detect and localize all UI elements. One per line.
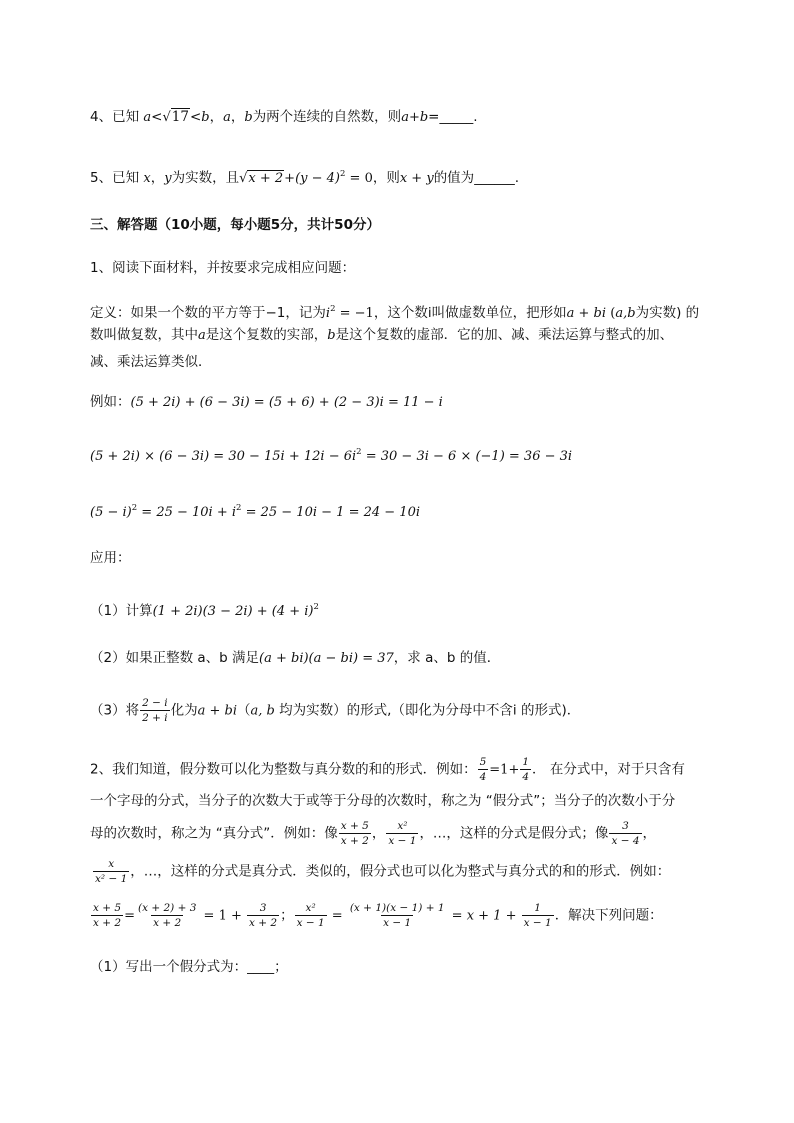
q4-radicand: 17	[171, 109, 189, 125]
example-1: 例如：(5 + 2i) + (6 − 3i) = (5 + 6) + (2 − 3)i = 11 − i	[90, 394, 443, 410]
q5-plus: +	[284, 171, 296, 186]
question-4	[90, 108, 478, 127]
fraction: $\frac{(x + 2) + 3}{x + 2}$	[137, 902, 197, 929]
q5-answer-blank[interactable]: ______	[474, 170, 515, 186]
q5-var-y: y	[164, 171, 172, 186]
q5-equals-zero: = 0	[345, 171, 373, 186]
q4-text-post: 为两个连续的自然数，则	[252, 109, 402, 125]
q4-var-a: a	[143, 110, 152, 125]
q5-radicand: x + 2	[248, 171, 284, 186]
q5-x-plus-y: x + y	[399, 171, 434, 186]
example-1-expr: (5 + 2i) + (6 − 3i) = (5 + 6) + (2 − 3)i = 11 − i	[130, 395, 443, 410]
example-3: $(5 - i)^2 = 25 - 10i + i^2 = 25 - 10i - 1 = 24 - 10i$	[90, 503, 420, 520]
q4-answer-blank[interactable]: _____	[439, 109, 474, 125]
problem-1-sub-3: （3）将 $\frac{2 - i}{2 + i}$ 化为a + bi（a, b 均为实数）的形式,（即化为分母中不含i 的形式)．	[90, 697, 581, 724]
q4-sqrt: √17	[162, 109, 189, 125]
problem-1-sub-2: （2）如果正整数 a、b 满足(a + bi)(a − bi) = 37，求 a、b 的值．	[90, 650, 501, 666]
problem-2-line-1: 2、我们知道，假分数可以化为整数与真分数的和的形式．例如： $\frac{5}{4}$ =1+ $\frac{1}{4}$ ． 在分式中，对于只含有	[90, 756, 685, 783]
q5-sqrt: √x + 2	[239, 171, 284, 186]
question-5	[90, 165, 519, 188]
q4-sum: a+b	[401, 110, 429, 125]
fraction: $\frac{1}{x - 1}$	[523, 902, 552, 929]
problem-1-intro: 1、阅读下面材料，并按要求完成相应问题：	[90, 260, 356, 276]
problem-2-sub-1: （1）写出一个假分式为：____；	[90, 959, 288, 975]
complex-form: a + bi	[566, 306, 606, 321]
problem-1-definition-line-3: 减、乘法运算类似．	[90, 354, 212, 370]
q5-text-then: ，则	[372, 170, 400, 186]
problem-1-definition-line-1: 定义：如果一个数的平方等于−1，记为$i^2 = -1$，这个数i叫做虚数单位，把形如a + bi (a,b为实数) 的	[90, 304, 700, 321]
q5-comma: ，	[150, 170, 165, 186]
q5-text-mid: 为实数，且	[171, 170, 240, 186]
q5-period: .	[514, 170, 519, 186]
q5-paren-expr: (y − 4)	[295, 171, 340, 186]
q4-less-than-2: <	[189, 109, 202, 125]
problem-1-sub-1: （1）计算$(1 + 2i)(3 - 2i) + (4 + i)^2$	[90, 602, 319, 619]
imaginary-unit: i	[325, 306, 331, 321]
fraction: $\frac{x + 5}{x + 2}$	[93, 902, 122, 929]
q4-sep: ，	[209, 109, 224, 125]
problem-2-line-4: $\frac{x}{\text{x² − 1}}$ ，…，这样的分式是真分式．类似的，假分式也可以化为整式与真分式的和的形式．例如：	[95, 858, 671, 885]
q4-less-than: <	[151, 109, 163, 125]
q5-text: 5、已知	[90, 170, 140, 186]
fraction: $\frac{3}{x + 2}$	[249, 902, 278, 929]
fraction: $\frac{1}{4}$	[522, 756, 530, 783]
fraction: $\frac{3}{x - 4}$	[611, 820, 640, 847]
q4-equals: =	[428, 109, 440, 125]
fraction: $\frac{2 - i}{2 + i}$	[142, 697, 168, 724]
q4-var-b2: b	[244, 110, 253, 125]
apply-label: 应用：	[90, 550, 131, 566]
problem-2-line-2: 一个字母的分式，当分子的次数大于或等于分母的次数时，称之为 “假分式”；当分子的次数小于分	[90, 793, 676, 809]
fraction: $\frac{5}{4}$	[479, 756, 487, 783]
q5-exponent: 2	[339, 169, 346, 179]
fraction: $\frac{x}{\text{x² − 1}}$	[95, 858, 128, 885]
example-2: $(5 + 2i) \times (6 - 3i) = 30 - 15i + 12i - 6i^2 = 30 - 3i - 6 \times (-1) = 36 - 3i$	[90, 447, 573, 464]
q4-text: 4、已知	[90, 109, 140, 125]
problem-2-line-3: 母的次数时，称之为 “真分式”．例如：像 $\frac{x + 5}{x + 2}$ ， $\frac{\text{x²}}{x - 1}$ ，…，这样的分式是假分式；像 $\frac{3}{x - 4}$ ，	[90, 820, 657, 847]
fraction: $\frac{\text{x²}}{x - 1}$	[296, 902, 325, 929]
q4-period: .	[473, 109, 478, 125]
fraction: $\frac{x + 5}{x + 2}$	[340, 820, 369, 847]
section-heading: 三、解答题（10小题，每小题5分，共计50分）	[90, 217, 380, 233]
answer-blank[interactable]: ____	[247, 959, 275, 975]
problem-2-line-5: $\frac{x + 5}{x + 2}$ = $\frac{(x + 2) + 3}{x + 2}$ = 1 + $\frac{3}{x + 2}$ ； $\frac{\text{x²}}{x - 1}$ = $\frac{(x + 1)(x - 1) + 1}{x - 1}$ = x + 1 + $\frac{1}{x - 1}$ ．解决下列问题：	[93, 902, 663, 929]
q4-var-b: b	[201, 110, 210, 125]
q4-comma: ，	[230, 109, 245, 125]
q4-var-a2: a	[223, 110, 231, 125]
q5-var-x: x	[143, 171, 151, 186]
q5-text-post: 的值为	[433, 170, 475, 186]
problem-1-definition-line-2: 数叫做复数，其中a是这个复数的实部，b是这个复数的虚部．它的加、减、乘法运算与整式的加、	[90, 327, 674, 343]
fraction: $\frac{(x + 1)(x - 1) + 1}{x - 1}$	[349, 902, 445, 929]
fraction: $\frac{\text{x²}}{x - 1}$	[388, 820, 417, 847]
